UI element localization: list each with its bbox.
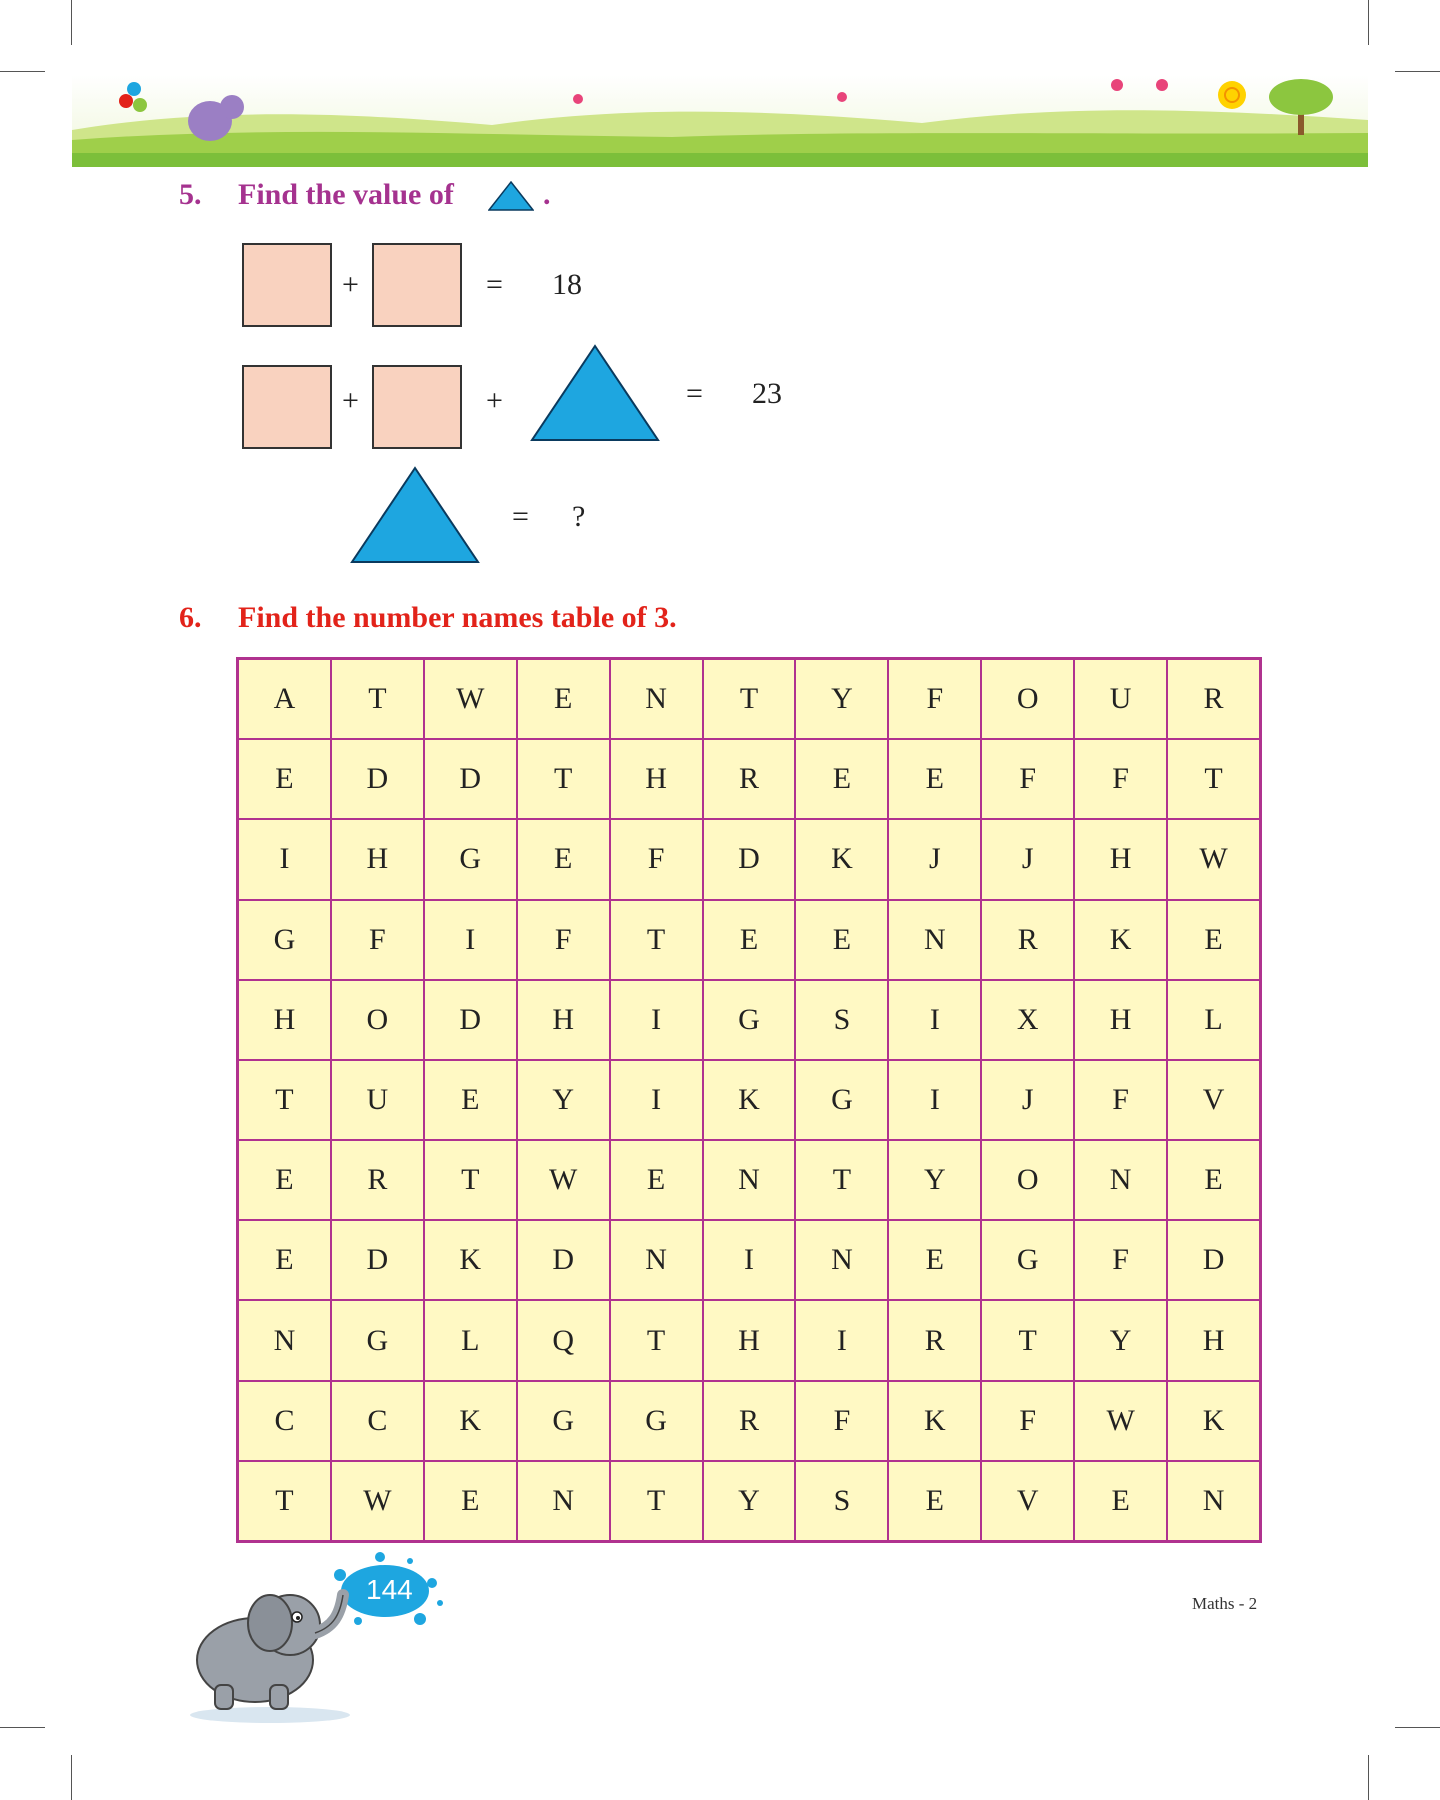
plus-sign: + <box>342 384 359 417</box>
grid-cell: H <box>703 1300 796 1380</box>
question-text: Find the number names table of 3. <box>238 601 677 634</box>
grid-cell: G <box>424 819 517 899</box>
grid-cell: E <box>1074 1461 1167 1541</box>
grid-cell: F <box>1074 1060 1167 1140</box>
crop-mark <box>0 71 45 72</box>
grid-cell: R <box>703 739 796 819</box>
grid-cell: J <box>981 819 1074 899</box>
grid-cell: T <box>331 659 424 739</box>
grid-cell: N <box>703 1140 796 1220</box>
grid-cell: S <box>795 980 888 1060</box>
grid-cell: I <box>888 980 981 1060</box>
grid-cell: L <box>1167 980 1260 1060</box>
square-box <box>242 365 332 449</box>
grid-cell: W <box>517 1140 610 1220</box>
grid-cell: H <box>331 819 424 899</box>
grid-cell: Q <box>517 1300 610 1380</box>
grid-cell: N <box>238 1300 331 1380</box>
grid-cell: T <box>795 1140 888 1220</box>
grid-cell: N <box>888 900 981 980</box>
grid-cell: G <box>238 900 331 980</box>
grid-cell: G <box>610 1381 703 1461</box>
crop-mark <box>1395 71 1440 72</box>
question-text: Find the value of <box>238 178 454 211</box>
grid-cell: H <box>1074 819 1167 899</box>
grid-cell: H <box>1167 1300 1260 1380</box>
grid-cell: D <box>424 980 517 1060</box>
equation-result: 23 <box>752 377 782 410</box>
grid-cell: E <box>424 1461 517 1541</box>
grid-cell: E <box>517 659 610 739</box>
plus-sign: + <box>486 384 503 417</box>
grid-cell: U <box>1074 659 1167 739</box>
grid-cell: E <box>703 900 796 980</box>
grid-cell: R <box>888 1300 981 1380</box>
grid-cell: E <box>795 739 888 819</box>
grid-cell: H <box>1074 980 1167 1060</box>
crop-mark <box>1395 1727 1440 1728</box>
grid-cell: F <box>610 819 703 899</box>
word-search-grid <box>236 657 1262 1543</box>
grid-cell: K <box>1167 1381 1260 1461</box>
crop-mark <box>71 1755 72 1800</box>
grid-cell: T <box>238 1060 331 1140</box>
grid-cell: T <box>424 1140 517 1220</box>
grid-cell: Y <box>888 1140 981 1220</box>
grid-cell: T <box>610 1461 703 1541</box>
grid-cell: E <box>610 1140 703 1220</box>
grid-cell: D <box>331 739 424 819</box>
grid-cell: E <box>1167 900 1260 980</box>
grid-cell: E <box>888 1461 981 1541</box>
grid-cell: F <box>795 1381 888 1461</box>
grid-cell: W <box>1074 1381 1167 1461</box>
grid-cell: W <box>1167 819 1260 899</box>
grid-cell: K <box>1074 900 1167 980</box>
crop-mark <box>1368 1755 1369 1800</box>
grid-cell: R <box>703 1381 796 1461</box>
grid-cell: W <box>331 1461 424 1541</box>
grid-cell: I <box>238 819 331 899</box>
square-box <box>372 365 462 449</box>
grid-cell: N <box>610 1220 703 1300</box>
grid-cell: E <box>238 1140 331 1220</box>
grid-cell: E <box>424 1060 517 1140</box>
grid-cell: V <box>981 1461 1074 1541</box>
grid-cell: F <box>888 659 981 739</box>
grid-cell: E <box>1167 1140 1260 1220</box>
header-banner-illustration <box>72 75 1368 167</box>
grid-cell: T <box>610 1300 703 1380</box>
grid-cell: I <box>888 1060 981 1140</box>
grid-cell: T <box>610 900 703 980</box>
grid-cell: F <box>981 1381 1074 1461</box>
crop-mark <box>1368 0 1369 45</box>
grid-cell: L <box>424 1300 517 1380</box>
question-number: 6. <box>179 601 202 634</box>
grid-cell: I <box>610 980 703 1060</box>
grid-cell: D <box>517 1220 610 1300</box>
page-number: 144 <box>366 1574 413 1605</box>
triangle-shape <box>350 466 480 564</box>
grid-cell: J <box>981 1060 1074 1140</box>
grid-cell: T <box>238 1461 331 1541</box>
grid-cell: T <box>1167 739 1260 819</box>
grid-cell: E <box>795 900 888 980</box>
crop-mark <box>0 1727 45 1728</box>
grid-cell: K <box>703 1060 796 1140</box>
grid-cell: F <box>1074 739 1167 819</box>
grid-cell: O <box>981 659 1074 739</box>
grid-cell: N <box>1074 1140 1167 1220</box>
grid-cell: R <box>1167 659 1260 739</box>
grid-cell: V <box>1167 1060 1260 1140</box>
grid-cell: H <box>610 739 703 819</box>
grid-cell: R <box>981 900 1074 980</box>
grid-cell: K <box>795 819 888 899</box>
grid-cell: J <box>888 819 981 899</box>
grid-cell: T <box>981 1300 1074 1380</box>
grid-cell: E <box>888 1220 981 1300</box>
grid-cell: U <box>331 1060 424 1140</box>
plus-sign: + <box>342 268 359 301</box>
grid-cell: E <box>888 739 981 819</box>
grid-cell: F <box>331 900 424 980</box>
grid-cell: R <box>331 1140 424 1220</box>
grid-cell: H <box>517 980 610 1060</box>
grid-cell: K <box>424 1220 517 1300</box>
grid-cell: N <box>1167 1461 1260 1541</box>
triangle-shape <box>530 344 660 442</box>
grid-cell: I <box>610 1060 703 1140</box>
grid-cell: I <box>795 1300 888 1380</box>
grid-cell: E <box>238 739 331 819</box>
title-period: . <box>543 178 551 211</box>
grid-cell: S <box>795 1461 888 1541</box>
grid-cell: W <box>424 659 517 739</box>
grid-cell: F <box>517 900 610 980</box>
grid-cell: C <box>331 1381 424 1461</box>
grid-cell: H <box>238 980 331 1060</box>
grid-cell: G <box>981 1220 1074 1300</box>
grid-cell: F <box>981 739 1074 819</box>
unknown-value: ? <box>572 500 586 533</box>
grid-cell: Y <box>517 1060 610 1140</box>
book-label: Maths - 2 <box>1192 1594 1258 1613</box>
square-box <box>372 243 462 327</box>
grid-cell: K <box>888 1381 981 1461</box>
equation-result: 18 <box>552 268 582 301</box>
grid-cell: N <box>795 1220 888 1300</box>
grid-cell: O <box>331 980 424 1060</box>
grid-cell: D <box>331 1220 424 1300</box>
triangle-icon <box>488 181 534 211</box>
grid-cell: G <box>517 1381 610 1461</box>
grid-cell: X <box>981 980 1074 1060</box>
grid-cell: D <box>1167 1220 1260 1300</box>
grid-cell: A <box>238 659 331 739</box>
grid-cell: E <box>517 819 610 899</box>
grid-cell: G <box>703 980 796 1060</box>
grid-cell: F <box>1074 1220 1167 1300</box>
equals-sign: = <box>686 377 703 410</box>
equals-sign: = <box>486 268 503 301</box>
grid-cell: Y <box>795 659 888 739</box>
grid-cell: G <box>795 1060 888 1140</box>
grid-cell: O <box>981 1140 1074 1220</box>
grid-cell: I <box>424 900 517 980</box>
grid-cell: N <box>517 1461 610 1541</box>
grid-cell: C <box>238 1381 331 1461</box>
elephant-illustration <box>175 1565 365 1725</box>
grid-cell: K <box>424 1381 517 1461</box>
grid-cell: D <box>424 739 517 819</box>
grid-cell: G <box>331 1300 424 1380</box>
grid-cell: E <box>238 1220 331 1300</box>
crop-mark <box>71 0 72 45</box>
grid-cell: I <box>703 1220 796 1300</box>
question-number: 5. <box>179 178 202 211</box>
grid-cell: D <box>703 819 796 899</box>
grid-cell: Y <box>703 1461 796 1541</box>
grid-cell: T <box>703 659 796 739</box>
square-box <box>242 243 332 327</box>
equals-sign: = <box>512 500 529 533</box>
grid-cell: N <box>610 659 703 739</box>
grid-cell: Y <box>1074 1300 1167 1380</box>
grid-cell: T <box>517 739 610 819</box>
